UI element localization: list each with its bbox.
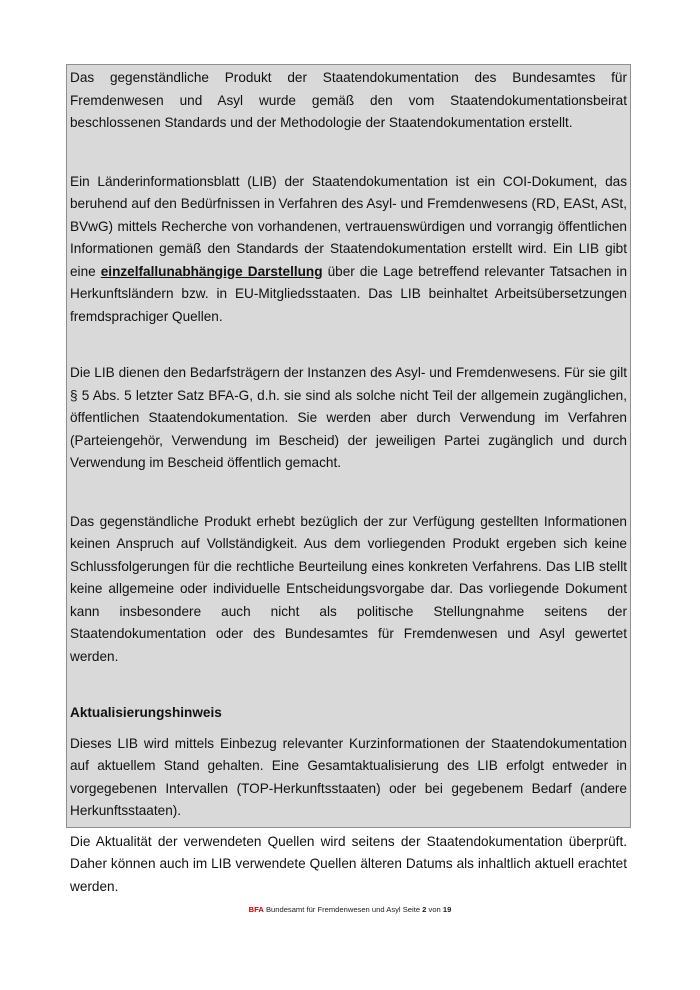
footer-brand-logo: BFA — [248, 905, 264, 914]
footer-page-total: 19 — [442, 905, 452, 914]
footer-of-word: von — [428, 905, 441, 914]
disclaimer-paragraph-1: Das gegenständliche Produkt der Staatendokumentation des Bundesamtes für Fremdenwesen und Asyl wurde gemäß den vom Staatendokumentationsbeirat beschlossenen Standards und der Methodologie der Staatendokumentation erstellt. — [70, 70, 627, 130]
footer-page-word: Seite — [402, 905, 421, 914]
update-notice-paragraph-1: Dieses LIB wird mittels Einbezug relevanter Kurzinformationen der Staatendokumentation auf aktuellem Stand gehalten. Eine Gesamtaktualisierung des LIB erfolgt entweder in vorgegebenen Intervallen (TOP-Herkunftsstaaten) oder bei gegebenem Bedarf (andere Herkunftsstaaten). — [70, 735, 627, 818]
paragraph-2-text-after: über die Lage betreffend relevanter Tatsachen in Herkunftsländern bzw. in EU-Mitgliedsstaaten. Das LIB beinhaltet Arbeitsübersetzungen fremdsprachiger Quellen. — [70, 263, 628, 324]
update-notice-paragraph-2: Die Aktualität der verwendeten Quellen wird seitens der Staatendokumentation überprüft. Daher können auch im LIB verwendete Quellen älteren Datums als inhaltlich aktuell erachtet werden. — [70, 833, 627, 894]
paragraph-2-text-before: Ein Länderinformationsblatt (LIB) der Staatendokumentation ist ein COI-Dokument, das beruhend auf den Bedürfnissen in Verfahren des Asyl- und Fremdenwesens (RD, EASt, ASt, BVwG) mittels Recherche von vorhandenen, vertrauenswürdigen und vorrangig öffentlichen Informationen gemäß den Standards der Staatendokumentation erstellt wird. Ein LIB gibt eine — [70, 173, 627, 279]
disclaimer-paragraph-2 — [70, 171, 627, 329]
disclaimer-paragraph-3: Die LIB dienen den Bedarfsträgern der Instanzen des Asyl- und Fremdenwesens. Für sie gilt § 5 Abs. 5 letzter Satz BFA-G, d.h. sie sind als solche nicht Teil der allgemein zugänglichen, öffentlichen Staatendokumentation. Sie werden aber durch Verwendung im Verfahren (Parteiengehör, Verwendung im Bescheid) der jeweiligen Partei zugänglich und durch Verwendung im Bescheid öffentlich gemacht. — [70, 365, 627, 470]
footer-page-current: 2 — [422, 905, 427, 914]
disclaimer-paragraph-4: Das gegenständliche Produkt erhebt bezüglich der zur Verfügung gestellten Informationen keinen Anspruch auf Vollständigkeit. Aus dem vorliegenden Produkt ergeben sich keine Schlussfolgerungen für die rechtliche Beurteilung eines konkreten Verfahrens. Das LIB stellt keine allgemeine oder individuelle Entscheidungsvorgabe dar. Das vorliegende Dokument kann insbesondere auch nicht als politische Stellungnahme seitens der Staatendokumentation oder des Bundesamtes für Fremdenwesen und Asyl gewertet werden. — [70, 513, 627, 664]
footer-organization: Bundesamt für Fremdenwesen und Asyl — [265, 905, 401, 914]
update-notice-heading: Aktualisierungshinweis — [70, 705, 222, 720]
paragraph-2-emphasis: einzelfallunabhängige Darstellung — [100, 263, 323, 279]
page-footer — [0, 905, 700, 915]
disclaimer-box — [66, 64, 631, 894]
